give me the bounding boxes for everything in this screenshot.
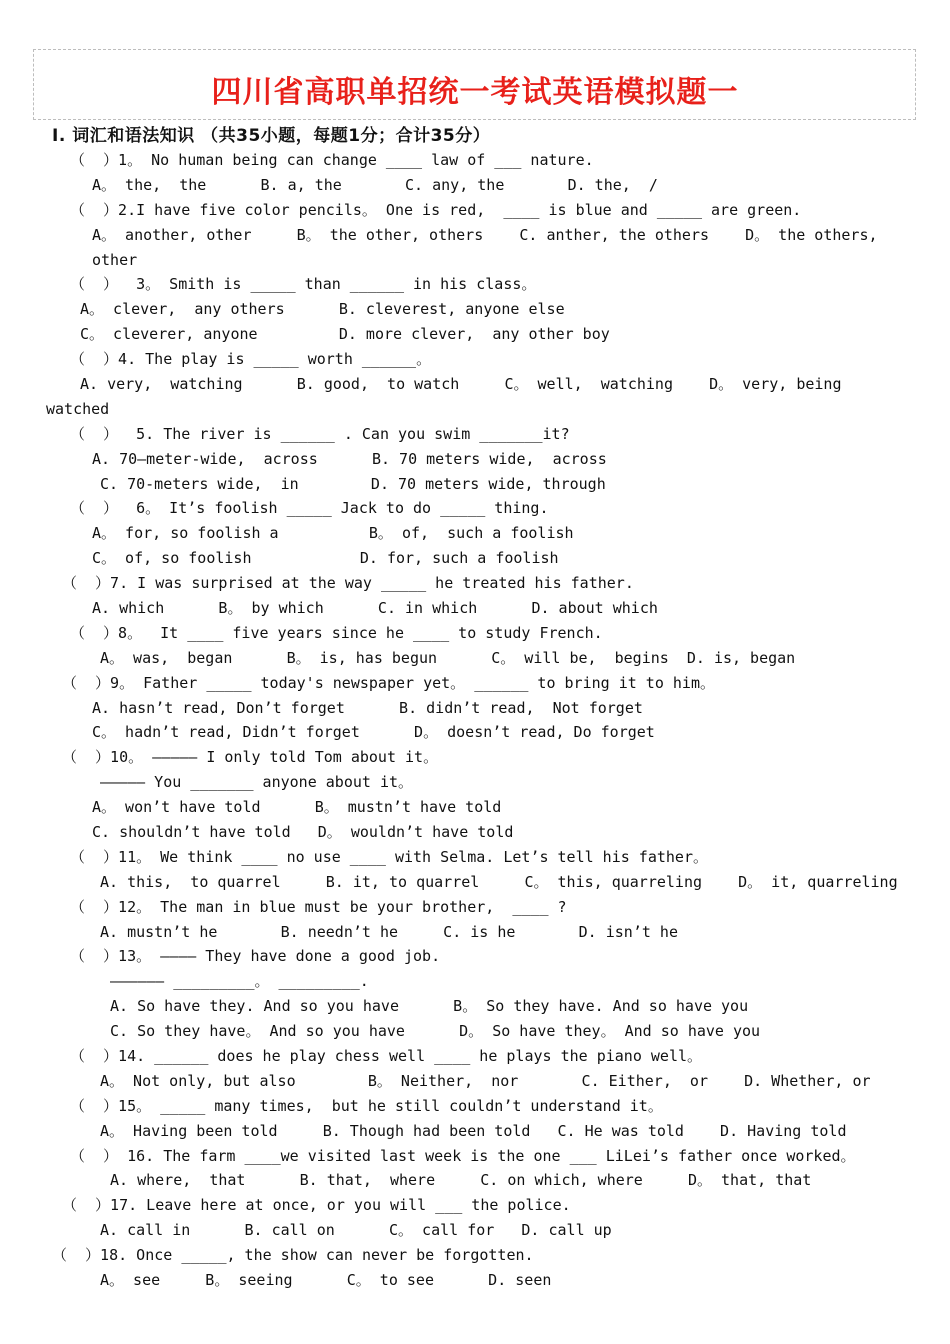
question-13-options-cd: C. So they have。 And so you have D。 So have they。 And so have you bbox=[110, 1022, 761, 1040]
question-6-options-ab: A。 for, so foolish a B。 of, such a foolish bbox=[92, 524, 574, 542]
question-6-options-cd: C。 of, so foolish D. for, such a foolish bbox=[92, 549, 559, 567]
question-9-options-cd: C。 hadn’t read, Didn’t forget D。 doesn’t read, Do forget bbox=[92, 723, 655, 741]
question-1: （ ）1。 No human being can change ____ law of ___ nature. bbox=[70, 151, 594, 169]
question-14: （ ）14. ______ does he play chess well ____ he plays the piano well。 bbox=[70, 1047, 702, 1065]
question-18-options: A。 see B。 seeing C。 to see D. seen bbox=[100, 1271, 552, 1289]
question-9: （ ）9。 Father _____ today's newspaper yet。 ______ to bring it to him。 bbox=[62, 674, 715, 692]
question-6: （ ） 6。 It’s foolish _____ Jack to do _____ thing. bbox=[70, 499, 549, 517]
question-5: （ ） 5. The river is ______ . Can you swim _______it? bbox=[70, 425, 570, 443]
question-13-dialogue: —————— _________。 _________. bbox=[110, 972, 369, 990]
document-title: 四川省高职单招统一考试英语模拟题一 bbox=[211, 75, 739, 110]
question-13-options-ab: A. So have they. And so you have B。 So they have. And so have you bbox=[110, 997, 749, 1015]
question-4-options-cont: watched bbox=[46, 400, 110, 418]
question-16: （ ） 16. The farm ____we visited last week is the one ___ LiLei’s father once worked。 bbox=[70, 1147, 856, 1165]
question-14-options: A。 Not only, but also B。 Neither, nor C. Either, or D. Whether, or bbox=[100, 1072, 871, 1090]
question-12-options: A. mustn’t he B. needn’t he C. is he D. isn’t he bbox=[100, 923, 678, 941]
question-15: （ ）15。 _____ many times, but he still couldn’t understand it。 bbox=[70, 1097, 663, 1115]
question-4: （ ）4. The play is _____ worth ______。 bbox=[70, 350, 432, 368]
question-10: （ ）10。 ————— I only told Tom about it。 bbox=[62, 748, 439, 766]
question-17-options: A. call in B. call on C。 call for D. call up bbox=[100, 1221, 612, 1239]
question-8: （ ）8。 It ____ five years since he ____ to study French. bbox=[70, 624, 603, 642]
question-18: （ ）18. Once _____, the show can never be forgotten. bbox=[52, 1246, 534, 1264]
question-2-options-cont: other bbox=[92, 251, 138, 269]
question-16-options: A. where, that B. that, where C. on which, where D。 that, that bbox=[110, 1171, 812, 1189]
question-9-options-ab: A. hasn’t read, Don’t forget B. didn’t read, Not forget bbox=[92, 699, 643, 717]
question-15-options: A。 Having been told B. Though had been told C. He was told D. Having told bbox=[100, 1122, 847, 1140]
question-10-options-cd: C. shouldn’t have told D。 wouldn’t have told bbox=[92, 823, 514, 841]
question-7: （ ）7. I was surprised at the way _____ he treated his father. bbox=[62, 574, 634, 592]
question-7-options: A. which B。 by which C. in which D. about which bbox=[92, 599, 658, 617]
question-10-options-ab: A。 won’t have told B。 mustn’t have told bbox=[92, 798, 502, 816]
question-8-options: A。 was, began B。 is, has begun C。 will be, begins D. is, began bbox=[100, 649, 796, 667]
question-2: （ ）2.I have five color pencils。 One is red, ____ is blue and _____ are green. bbox=[70, 201, 802, 219]
question-13: （ ）13。 ———— They have done a good job. bbox=[70, 947, 441, 965]
question-1-options: A。 the, the B. a, the C. any, the D. the, / bbox=[92, 176, 658, 194]
question-11: （ ）11。 We think ____ no use ____ with Selma. Let’s tell his father。 bbox=[70, 848, 708, 866]
question-4-options: A. very, watching B. good, to watch C。 well, watching D。 very, being bbox=[80, 375, 842, 393]
section-heading: Ⅰ. 词汇和语法知识 （共35小题，每题1分；合计35分） bbox=[52, 126, 491, 146]
question-12: （ ）12。 The man in blue must be your brother, ____ ? bbox=[70, 898, 567, 916]
question-5-options-cd: C. 70-meters wide, in D. 70 meters wide, through bbox=[100, 475, 606, 493]
question-5-options-ab: A. 70—meter-wide, across B. 70 meters wide, across bbox=[92, 450, 607, 468]
question-3-options-cd: C。 cleverer, anyone D. more clever, any other boy bbox=[80, 325, 610, 343]
question-17: （ ）17. Leave here at once, or you will ___ the police. bbox=[62, 1196, 571, 1214]
question-2-options: A。 another, other B。 the other, others C. anther, the others D。 the others, bbox=[92, 226, 878, 244]
question-10-dialogue: ————— You _______ anyone about it。 bbox=[100, 773, 414, 791]
question-3: （ ） 3。 Smith is _____ than ______ in his class。 bbox=[70, 275, 537, 293]
question-11-options: A. this, to quarrel B. it, to quarrel C。 this, quarreling D。 it, quarreling bbox=[100, 873, 898, 891]
question-3-options-ab: A。 clever, any others B. cleverest, anyone else bbox=[80, 300, 565, 318]
